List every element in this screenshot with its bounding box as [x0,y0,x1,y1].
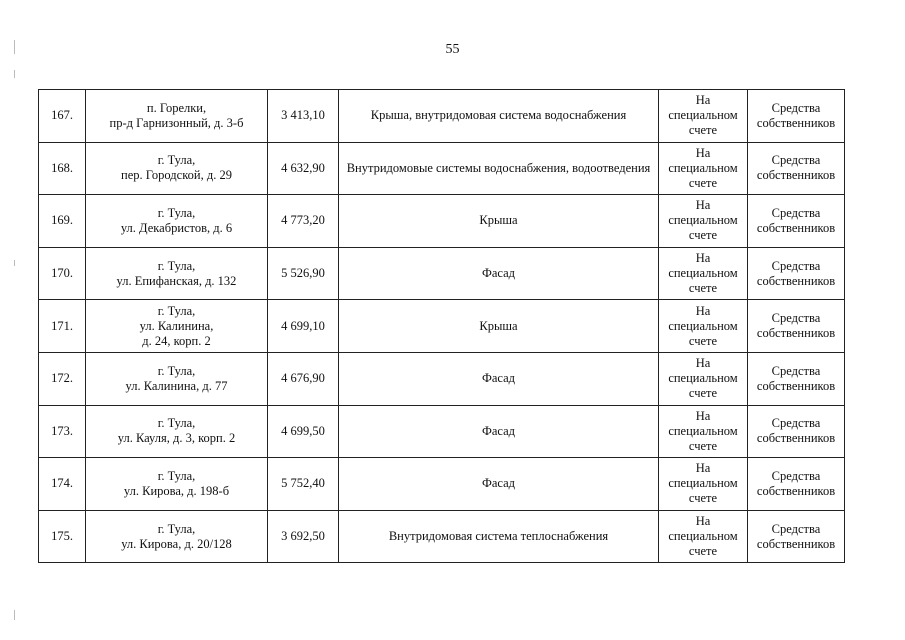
funding-cell [748,352,845,405]
table-row [39,142,845,195]
account-line: На [695,461,711,476]
row-number: 172. [39,352,86,405]
address-cell [86,510,268,563]
row-number: 168. [39,142,86,195]
address-line: ул. Кирова, д. 20/128 [121,536,232,551]
scan-margin-mark [14,70,15,78]
funding-line: Средства [771,468,821,483]
area-cell: 4 676,90 [268,352,339,405]
table-row [39,90,845,143]
area-cell: 5 526,90 [268,247,339,300]
area-cell: 4 699,10 [268,300,339,353]
account-line: На [695,514,711,529]
address-cell [86,142,268,195]
funding-line: Средства [771,363,821,378]
row-number: 167. [39,90,86,143]
account-line: специальном [668,529,738,544]
address-line: ул. Кирова, д. 198-б [123,483,230,498]
funding-cell [748,195,845,248]
address-line: ул. Калинина, д. 77 [125,378,228,393]
row-number: 170. [39,247,86,300]
account-line: На [695,198,711,213]
address-cell [86,300,268,353]
row-number: 174. [39,458,86,511]
account-line: счете [688,281,718,296]
address-cell [86,352,268,405]
address-line: г. Тула, [157,205,196,220]
address-line: г. Тула, [157,153,196,168]
area-cell: 5 752,40 [268,458,339,511]
account-line: счете [688,123,718,138]
work-type-cell: Внутридомовые системы водоснабжения, водоотведения [339,142,659,195]
table-body [39,90,845,563]
address-cell [86,195,268,248]
account-cell [659,510,748,563]
area-cell: 4 773,20 [268,195,339,248]
funding-line: Средства [771,100,821,115]
account-line: специальном [668,213,738,228]
address-line: г. Тула, [157,258,196,273]
account-line: На [695,145,711,160]
scan-margin-mark [14,610,15,620]
funding-line: Средства [771,311,821,326]
row-number: 169. [39,195,86,248]
row-number: 171. [39,300,86,353]
address-line: ул. Калинина, [139,318,214,333]
funding-line: собственников [756,536,836,551]
funding-line: Средства [771,258,821,273]
funding-line: собственников [756,115,836,130]
address-line: г. Тула, [157,363,196,378]
funding-line: собственников [756,431,836,446]
row-number: 173. [39,405,86,458]
funding-line: собственников [756,483,836,498]
account-line: специальном [668,318,738,333]
account-line: счете [688,175,718,190]
funding-line: собственников [756,220,836,235]
address-line: пр-д Гарнизонный, д. 3-б [109,115,244,130]
work-type-cell: Фасад [339,405,659,458]
repair-registry-table [38,89,845,563]
account-cell [659,195,748,248]
table-row [39,510,845,563]
account-cell [659,142,748,195]
account-line: На [695,356,711,371]
table-row [39,352,845,405]
row-number: 175. [39,510,86,563]
funding-cell [748,300,845,353]
account-line: специальном [668,108,738,123]
area-cell: 4 699,50 [268,405,339,458]
area-cell: 3 413,10 [268,90,339,143]
area-cell: 4 632,90 [268,142,339,195]
account-line: специальном [668,423,738,438]
funding-line: собственников [756,326,836,341]
address-cell [86,405,268,458]
funding-line: собственников [756,273,836,288]
address-line: ул. Кауля, д. 3, корп. 2 [117,431,236,446]
account-line: счете [688,491,718,506]
funding-line: Средства [771,416,821,431]
account-cell [659,458,748,511]
work-type-cell: Фасад [339,352,659,405]
account-line: специальном [668,266,738,281]
work-type-cell: Внутридомовая система теплоснабжения [339,510,659,563]
work-type-cell: Крыша [339,300,659,353]
funding-cell [748,90,845,143]
account-cell [659,405,748,458]
funding-line: Средства [771,153,821,168]
funding-cell [748,510,845,563]
account-line: На [695,251,711,266]
work-type-cell: Фасад [339,247,659,300]
address-cell [86,90,268,143]
table-row [39,458,845,511]
table-row [39,195,845,248]
account-cell [659,247,748,300]
account-cell [659,90,748,143]
funding-cell [748,458,845,511]
account-line: специальном [668,476,738,491]
funding-cell [748,405,845,458]
account-line: счете [688,544,718,559]
page-number: 55 [445,42,460,57]
account-line: специальном [668,371,738,386]
work-type-cell: Крыша [339,195,659,248]
account-line: счете [688,228,718,243]
address-line: ул. Епифанская, д. 132 [116,273,237,288]
funding-line: собственников [756,378,836,393]
work-type-cell: Крыша, внутридомовая система водоснабжения [339,90,659,143]
table-row [39,405,845,458]
scan-margin-mark [14,260,15,266]
funding-line: Средства [771,205,821,220]
funding-line: Средства [771,521,821,536]
account-line: На [695,93,711,108]
area-cell: 3 692,50 [268,510,339,563]
funding-cell [748,247,845,300]
account-line: На [695,408,711,423]
work-type-cell: Фасад [339,458,659,511]
account-line: специальном [668,160,738,175]
account-cell [659,300,748,353]
address-line: д. 24, корп. 2 [142,333,211,348]
table-row [39,300,845,353]
account-line: На [695,303,711,318]
table-row [39,247,845,300]
account-line: счете [688,438,718,453]
address-line: пер. Городской, д. 29 [121,168,232,183]
funding-cell [748,142,845,195]
address-line: ул. Декабристов, д. 6 [120,220,233,235]
funding-line: собственников [756,168,836,183]
address-line: г. Тула, [157,303,196,318]
address-line: г. Тула, [157,521,196,536]
address-cell [86,458,268,511]
account-cell [659,352,748,405]
address-line: п. Горелки, [146,100,207,115]
address-cell [86,247,268,300]
address-line: г. Тула, [157,468,196,483]
account-line: счете [688,333,718,348]
account-line: счете [688,386,718,401]
address-line: г. Тула, [157,416,196,431]
